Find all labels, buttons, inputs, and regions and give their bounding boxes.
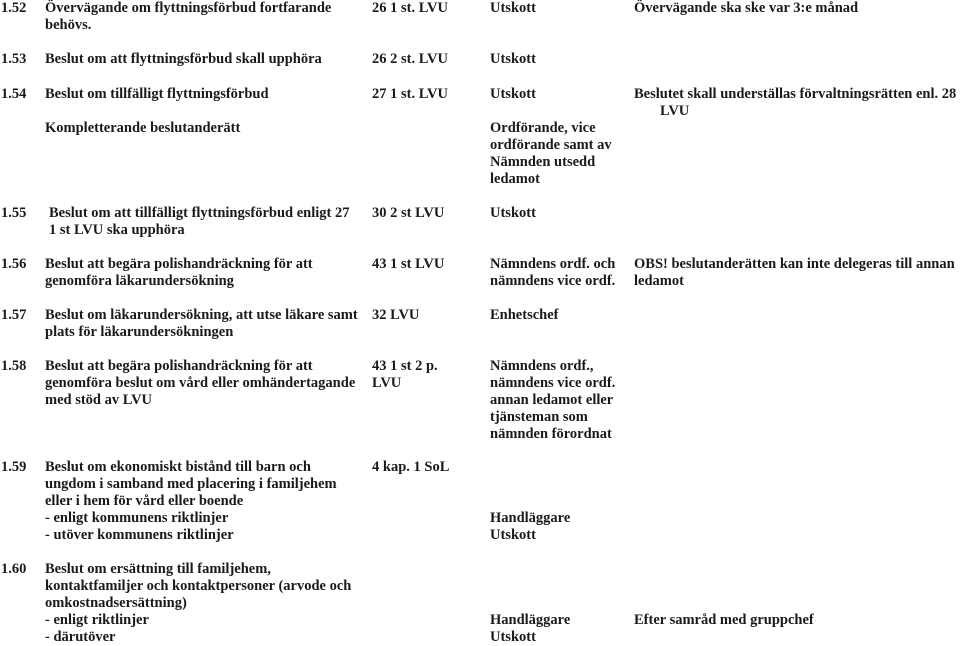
row-1-55-delegate: Utskott [490, 205, 536, 221]
row-1-52-law: 26 1 st. LVU [372, 0, 449, 16]
row-1-60-delegate-line-1: Handläggare [490, 612, 571, 628]
row-1-58-delegate-line-4: tjänsteman som [490, 409, 588, 425]
row-1-59-delegate-line-2: Utskott [490, 527, 536, 543]
row-1-55-description-line-1: Beslut om att tillfälligt flyttningsförbud enligt 27 [49, 205, 350, 221]
row-1-59-description-line-5: - utöver kommunens riktlinjer [45, 527, 234, 543]
row-1-58-law-line-2: LVU [372, 375, 402, 391]
row-1-58-law-line-1: 43 1 st 2 p. [372, 358, 438, 374]
row-1-56-law: 43 1 st LVU [372, 256, 445, 272]
row-1-54-delegate: Utskott [490, 86, 536, 102]
row-1-58-number: 1.58 [1, 358, 27, 374]
row-1-58-delegate-line-1: Nämndens ordf., [490, 358, 594, 374]
row-1-60-description-line-1: Beslut om ersättning till familjehem, [45, 561, 271, 577]
row-1-54-note-line-2: LVU [660, 103, 690, 119]
row-1-53-delegate: Utskott [490, 51, 536, 67]
row-1-56-note-line-2: ledamot [634, 273, 684, 289]
row-1-58-description-line-1: Beslut att begära polishandräckning för att [45, 358, 313, 374]
row-1-53-description: Beslut om att flyttningsförbud skall upphöra [45, 51, 322, 67]
row-1-59-description-line-3: eller i hem för vård eller boende [45, 493, 244, 509]
row-1-56-delegate-line-1: Nämndens ordf. och [490, 256, 616, 272]
row-1-55-number: 1.55 [1, 205, 27, 221]
row-1-52-number: 1.52 [1, 0, 27, 16]
row-1-56-number: 1.56 [1, 256, 27, 272]
row-1-59-number: 1.59 [1, 459, 27, 475]
row-1-55-law: 30 2 st LVU [372, 205, 445, 221]
row-1-59-description-line-1: Beslut om ekonomiskt bistånd till barn och [45, 459, 311, 475]
row-1-52-description-line-1: Övervägande om flyttningsförbud fortfarande [45, 0, 332, 16]
row-1-58-description-line-3: med stöd av LVU [45, 392, 153, 408]
row-1-55-description-line-2: 1 st LVU ska upphöra [49, 222, 185, 238]
row-1-59-delegate-line-1: Handläggare [490, 510, 571, 526]
row-1-52-delegate: Utskott [490, 0, 536, 16]
row-1-54-supplementary-description: Kompletterande beslutanderätt [45, 120, 241, 136]
row-1-60-note: Efter samråd med gruppchef [634, 612, 814, 628]
row-1-60-description-line-2: kontaktfamiljer och kontaktpersoner (arvode och [45, 578, 352, 594]
row-1-54-supplementary-delegate-line-2: ordförande samt av [490, 137, 612, 153]
row-1-54-supplementary-delegate-line-4: ledamot [490, 171, 540, 187]
row-1-54-number: 1.54 [1, 86, 27, 102]
row-1-60-description-line-4: - enligt riktlinjer [45, 612, 149, 628]
row-1-58-description-line-2: genomföra beslut om vård eller omhändertagande [45, 375, 356, 391]
row-1-60-description-line-5: - därutöver [45, 629, 116, 645]
row-1-54-supplementary-delegate-line-1: Ordförande, vice [490, 120, 596, 136]
row-1-58-delegate-line-5: nämnden förordnat [490, 426, 612, 442]
row-1-56-delegate-line-2: nämndens vice ordf. [490, 273, 616, 289]
row-1-59-law: 4 kap. 1 SoL [372, 459, 450, 475]
row-1-56-note-line-1: OBS! beslutanderätten kan inte delegeras till annan [634, 256, 955, 272]
row-1-57-description-line-2: plats för läkarundersökningen [45, 324, 234, 340]
row-1-59-description-line-4: - enligt kommunens riktlinjer [45, 510, 229, 526]
row-1-57-description-line-1: Beslut om läkarundersökning, att utse läkare samt [45, 307, 358, 323]
row-1-56-description-line-2: genomföra läkarundersökning [45, 273, 234, 289]
row-1-54-law: 27 1 st. LVU [372, 86, 449, 102]
row-1-58-delegate-line-2: nämndens vice ordf. [490, 375, 616, 391]
row-1-52-description-line-2: behövs. [45, 17, 92, 33]
row-1-60-number: 1.60 [1, 561, 27, 577]
row-1-57-number: 1.57 [1, 307, 27, 323]
row-1-56-description-line-1: Beslut att begära polishandräckning för att [45, 256, 313, 272]
row-1-58-delegate-line-3: annan ledamot eller [490, 392, 614, 408]
row-1-52-note: Övervägande ska ske var 3:e månad [634, 0, 859, 16]
row-1-54-description: Beslut om tillfälligt flyttningsförbud [45, 86, 269, 102]
row-1-59-description-line-2: ungdom i samband med placering i familjehem [45, 476, 337, 492]
row-1-53-number: 1.53 [1, 51, 27, 67]
row-1-54-note-line-1: Beslutet skall underställas förvaltningsrätten enl. 28 [634, 86, 957, 102]
row-1-53-law: 26 2 st. LVU [372, 51, 449, 67]
row-1-60-delegate-line-2: Utskott [490, 629, 536, 645]
row-1-57-law: 32 LVU [372, 307, 420, 323]
row-1-60-description-line-3: omkostnadsersättning) [45, 595, 187, 611]
row-1-57-delegate: Enhetschef [490, 307, 559, 323]
row-1-54-supplementary-delegate-line-3: Nämnden utsedd [490, 154, 596, 170]
